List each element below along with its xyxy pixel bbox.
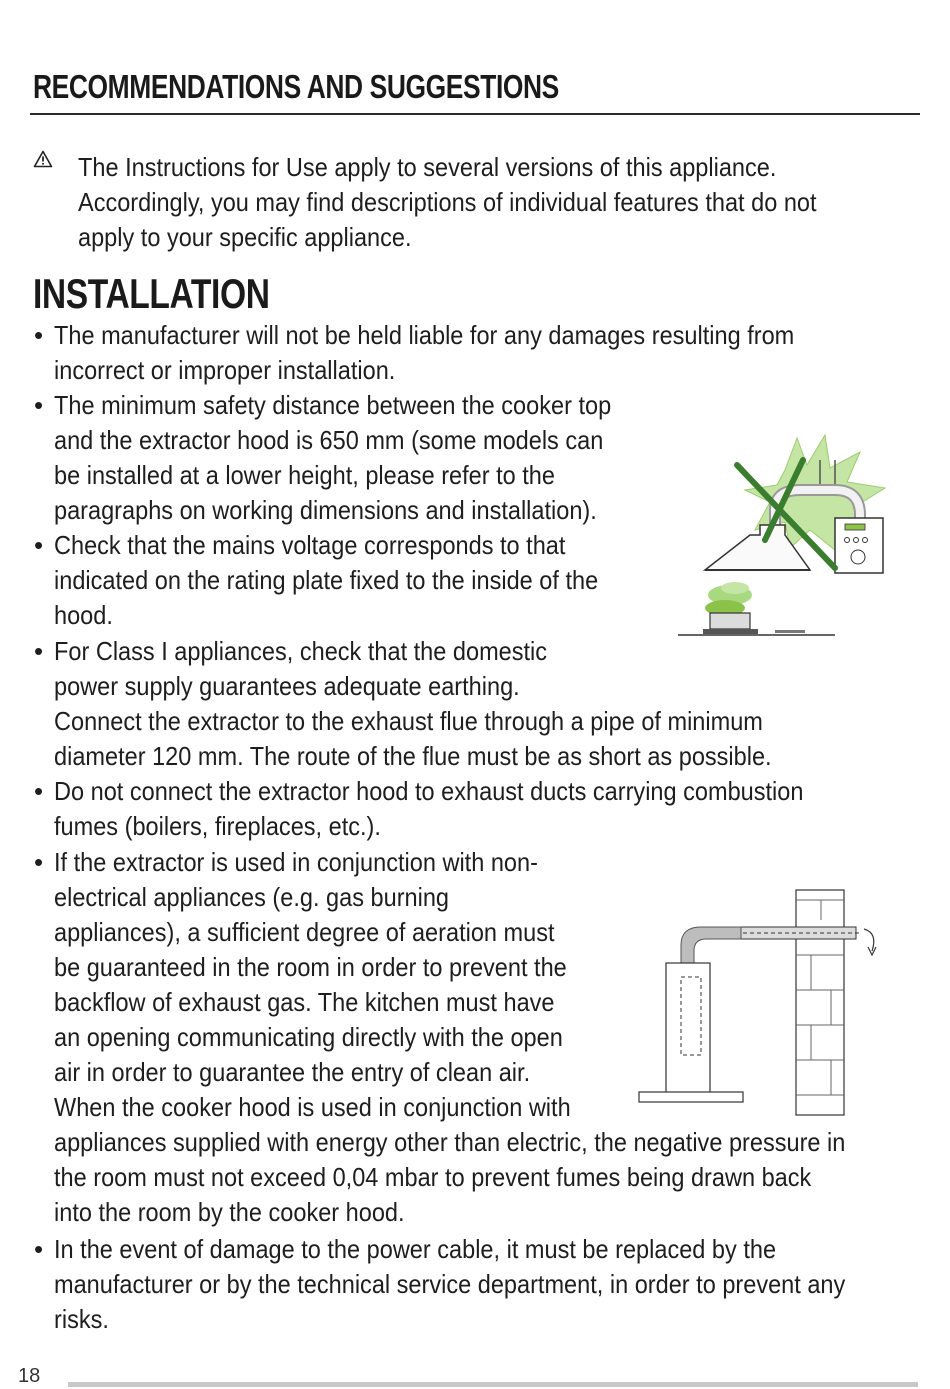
- list-item-line: the room must not exceed 0,04 mbar to prevent fumes being drawn back: [54, 1162, 812, 1192]
- list-item: [54, 1232, 845, 1337]
- list-item-line: an opening communicating directly with the open: [54, 1022, 563, 1052]
- list-item-line: be guaranteed in the room in order to prevent the: [54, 952, 567, 982]
- list-item: [54, 528, 598, 633]
- list-item-line: air in order to guarantee the entry of clean air.: [54, 1057, 531, 1087]
- list-item-line: If the extractor is used in conjunction with non-: [54, 847, 538, 877]
- list-item-line: The manufacturer will not be held liable for any damages resulting from: [54, 320, 795, 350]
- list-item-line: appliances supplied with energy other than electric, the negative pressure in: [54, 1127, 846, 1157]
- list-item-line: Do not connect the extractor hood to exhaust ducts carrying combustion: [54, 776, 804, 806]
- note-line: The Instructions for Use apply to several versions of this appliance.: [78, 152, 777, 182]
- bullet: •: [34, 390, 44, 420]
- list-item-line: Check that the mains voltage corresponds to that: [54, 530, 566, 560]
- page-number: 18: [18, 1365, 41, 1387]
- list-item-line: fumes (boilers, fireplaces, etc.).: [54, 811, 381, 841]
- section-title: RECOMMENDATIONS AND SUGGESTIONS: [33, 68, 559, 105]
- list-item-line: indicated on the rating plate fixed to the inside of the: [54, 565, 599, 595]
- bullet: •: [34, 847, 44, 877]
- bullet: •: [34, 636, 44, 666]
- list-item-line: hood.: [54, 600, 113, 630]
- list-item-line: In the event of damage to the power cable, it must be replaced by the: [54, 1234, 777, 1264]
- list-item-line: risks.: [54, 1304, 109, 1334]
- list-item-line: and the extractor hood is 650 mm (some models can: [54, 425, 604, 455]
- list-item-line: incorrect or improper installation.: [54, 355, 396, 385]
- installation-title: INSTALLATION: [33, 270, 270, 317]
- list-item-line: appliances), a sufficient degree of aeration must: [54, 917, 555, 947]
- list-item-line: backflow of exhaust gas. The kitchen must have: [54, 987, 555, 1017]
- list-item-line: Connect the extractor to the exhaust flue through a pipe of minimum: [54, 706, 763, 736]
- list-item-line: electrical appliances (e.g. gas burning: [54, 882, 450, 912]
- warning-triangle-icon: [33, 150, 53, 168]
- bullet: •: [34, 776, 44, 806]
- note-text: [78, 150, 817, 255]
- list-item-line: paragraphs on working dimensions and installation).: [54, 495, 597, 525]
- list-item-line: manufacturer or by the technical service department, in order to prevent any: [54, 1269, 846, 1299]
- list-item: [54, 774, 803, 844]
- list-item: [54, 318, 794, 388]
- list-item-line: When the cooker hood is used in conjunction with: [54, 1092, 571, 1122]
- list-item: [54, 388, 611, 528]
- bullet: •: [34, 1234, 44, 1264]
- bullet: •: [34, 320, 44, 350]
- note-line: Accordingly, you may find descriptions of individual features that do not: [78, 187, 817, 217]
- list-item-line: into the room by the cooker hood.: [54, 1197, 405, 1227]
- note-line: apply to your specific appliance.: [78, 222, 412, 252]
- title-rule: [30, 113, 920, 115]
- bullet: •: [34, 530, 44, 560]
- list-item-line: The minimum safety distance between the cooker top: [54, 390, 612, 420]
- list-item-line: diameter 120 mm. The route of the flue must be as short as possible.: [54, 741, 772, 771]
- list-item: [54, 634, 772, 774]
- footer-rule: [68, 1382, 918, 1387]
- list-item-line: power supply guarantees adequate earthing.: [54, 671, 520, 701]
- hood-combustion-illustration: [675, 430, 890, 640]
- list-item-line: For Class I appliances, check that the domestic: [54, 636, 548, 666]
- wall-duct-illustration: [636, 885, 896, 1120]
- list-item-line: be installed at a lower height, please refer to the: [54, 460, 555, 490]
